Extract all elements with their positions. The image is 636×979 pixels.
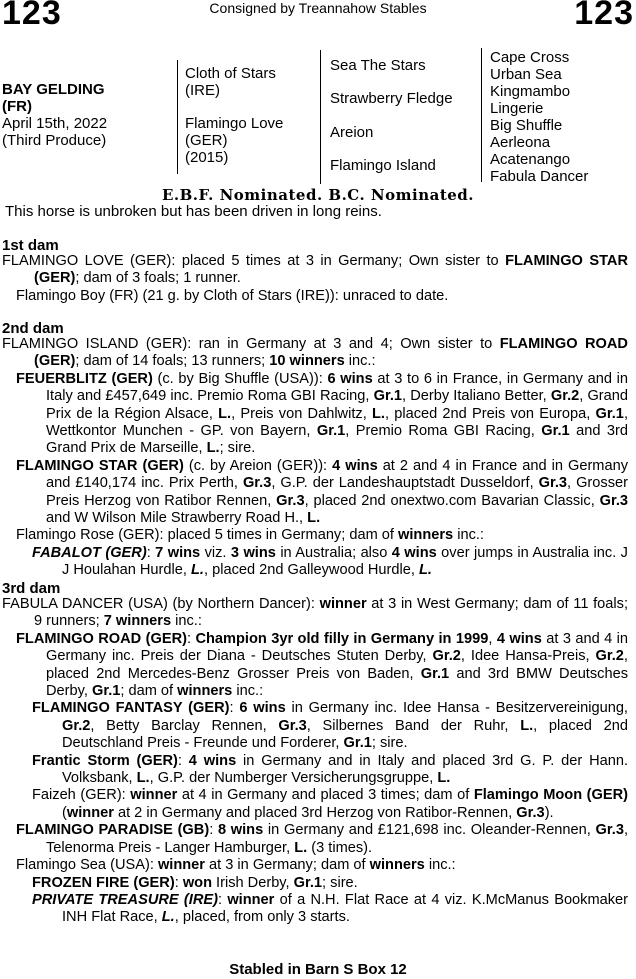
first-dam-heading: 1st dam — [2, 237, 59, 254]
gen2-1: Sea The Stars — [330, 57, 426, 74]
horse-sex: BAY GELDING — [2, 81, 105, 98]
produce-faizeh: Faizeh (GER): winner at 4 in Germany and placed 3 times; dam of Flamingo Moon (GER) (winner at 2 in Germany and placed 3rd Herzog von Ratibor-Rennen, Gr.3). — [32, 787, 629, 821]
pedigree-dam — [185, 115, 283, 166]
gen3-1: Cape Cross — [490, 49, 570, 66]
produce-private-treasure: PRIVATE TREASURE (IRE): winner of a N.H. Flat Race at 4 viz. K.McManus Bookmaker INH Flat Race, L., placed, from only 3 starts. — [32, 891, 629, 926]
third-dam-section — [2, 596, 628, 927]
produce-fabalot: FABALOT (GER): 7 wins viz. 3 wins in Australia; also 4 wins over jumps in Australia inc. J J Houlahan Hurdle, L., placed 2nd Galleywood Hurdle, L. — [32, 544, 628, 579]
lot-number-right: 123 — [574, 0, 634, 32]
pedigree-divider-2 — [320, 50, 321, 184]
dam-country: (GER) — [185, 132, 228, 149]
produce-number: (Third Produce) — [2, 132, 107, 149]
gen2-2: Strawberry Fledge — [330, 90, 453, 107]
foaling-date: April 15th, 2022 — [2, 115, 108, 132]
first-dam-produce: Flamingo Boy (FR) (21 g. by Cloth of Stars (IRE)): unraced to date. — [16, 287, 449, 304]
gen3-8: Fabula Dancer — [490, 168, 589, 185]
gen2-4: Flamingo Island — [330, 157, 436, 174]
dam-year: (2015) — [185, 149, 229, 166]
gen3-4: Lingerie — [490, 100, 544, 117]
second-dam-section — [2, 336, 628, 580]
first-dam-entry: FLAMINGO LOVE (GER): placed 5 times at 3 in Germany; Own sister to FLAMINGO STAR (GER); dam of 3 foals; 1 runner. — [2, 253, 628, 287]
sire-name: Cloth of Stars — [185, 65, 276, 82]
produce-flamingo-road: FLAMINGO ROAD (GER): Champion 3yr old filly in Germany in 1999, 4 wins at 3 and 4 in Germany inc. Preis der Diana - Deutsches Stuten Derby, Gr.2, Idee Hansa-Preis, Gr.2, placed 2nd Mercedes-Benz Grosser Preis von Baden, Gr.1 and 3rd BMW Deutsches Derby, Gr.1; dam of winners inc.: — [16, 630, 629, 700]
nominations: E.B.F. Nominated. B.C. Nominated. — [161, 186, 475, 204]
produce-flamingo-fantasy: FLAMINGO FANTASY (GER): 6 wins in Germany inc. Idee Hansa - Besitzervereinigung, Gr.2, Betty Barclay Rennen, Gr.3, Silbernes Band der Ruhr, L., placed 2nd Deutschland Preis - Freunde und Forderer, Gr.1; sire. — [32, 700, 628, 752]
gen3-5: Big Shuffle — [490, 117, 563, 134]
pedigree-sire — [185, 65, 276, 99]
produce-frantic-storm: Frantic Storm (GER): 4 wins in Germany and in Italy and placed 3rd G. P. der Hann. Volksbank, L., G.P. der Numberger Versicherungsgruppe, L. — [32, 752, 629, 787]
second-dam-heading: 2nd dam — [2, 320, 64, 337]
produce-flamingo-rose: Flamingo Rose (GER): placed 5 times in Germany; dam of winners inc.: — [16, 527, 484, 544]
gen3-7: Acatenango — [490, 151, 571, 168]
first-dam-section — [2, 253, 628, 305]
sire-country: (IRE) — [185, 82, 220, 99]
horse-info — [2, 81, 107, 149]
horse-country: (FR) — [2, 98, 32, 115]
training-note: This horse is unbroken but has been driven in long reins. — [5, 203, 382, 220]
lot-number-left: 123 — [2, 0, 62, 32]
dam-name: Flamingo Love — [185, 115, 284, 132]
produce-flamingo-star: FLAMINGO STAR (GER) (c. by Areion (GER)): 4 wins at 2 and 4 in France and in Germany and £140,174 inc. Prix Perth, Gr.3, G.P. der Landeshauptstadt Dusseldorf, Gr.3, Grosser Preis Herzog von Ratibor Rennen, Gr.3, placed 2nd onextwo.com Bavarian Classic, Gr.3 and W Wilson Mile Strawberry Road H., L. — [16, 457, 628, 527]
pedigree-divider-1 — [177, 60, 178, 174]
gen2-3: Areion — [330, 124, 374, 141]
gen3-list — [490, 49, 588, 185]
produce-flamingo-sea: Flamingo Sea (USA): winner at 3 in Germany; dam of winners inc.: — [16, 857, 456, 874]
second-dam-entry: FLAMINGO ISLAND (GER): ran in Germany at 3 and 4; Own sister to FLAMINGO ROAD (GER); dam of 14 foals; 13 runners; 10 winners inc.: — [2, 336, 628, 370]
gen3-6: Aerleona — [490, 134, 551, 151]
produce-feuerblitz: FEUERBLITZ (GER) (c. by Big Shuffle (USA)): 6 wins at 3 to 6 in France, in Germany and in Italy and £457,649 inc. Premio Roma GBI Racing, Gr.1, Derby Italiano Better, Gr.2, Grand Prix de la Région Alsace, L., Preis von Dahlwitz, L., placed 2nd Preis von Europa, Gr.1, Wettkontor Munchen - GP. von Bayern, Gr.1, Premio Roma GBI Racing, Gr.1 and 3rd Grand Prix de Marseille, L.; sire. — [16, 370, 629, 457]
third-dam-entry: FABULA DANCER (USA) (by Northern Dancer): winner at 3 in West Germany; dam of 11 foals; 9 runners; 7 winners inc.: — [2, 596, 628, 630]
third-dam-heading: 3rd dam — [2, 580, 61, 597]
gen3-2: Urban Sea — [490, 66, 562, 83]
pedigree-divider-3 — [481, 48, 482, 182]
gen3-3: Kingmambo — [490, 83, 571, 100]
produce-frozen-fire: FROZEN FIRE (GER): won Irish Derby, Gr.1; sire. — [32, 874, 358, 891]
stabling-location: Stabled in Barn S Box 12 — [229, 961, 407, 978]
consignor: Consigned by Treannahow Stables — [209, 0, 427, 16]
produce-flamingo-paradise: FLAMINGO PARADISE (GB): 8 wins in Germany and £121,698 inc. Oleander-Rennen, Gr.3, Telenorma Preis - Langer Hamburger, L. (3 times). — [16, 822, 629, 856]
